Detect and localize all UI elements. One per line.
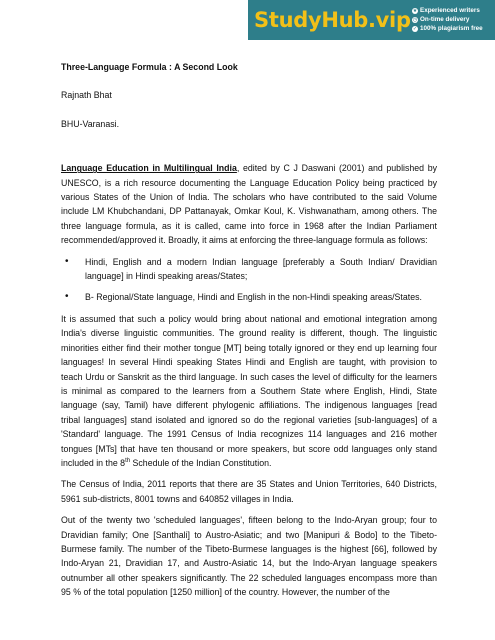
perk-label: 100% plagiarism free — [420, 25, 483, 32]
paragraph-languages: Out of the twenty two 'scheduled languages', fifteen belong to the Indo-Aryan group; four to Dravidian family; One [Santhali] to Austro-Asiatic; and two [Manipuri & Bodo] to the Tibeto-Burmese family. The number of the Tibeto-Burmese languages is the highest [66], followed by Indo-Aryan 21, Dravidian 17, and Austro-Asiatic 14, but the Indo-Aryan language speakers outnumber all other speakers significantly. The 22 scheduled languages encompass more than 95 % of the total population [1250 million] of the country. However, the number of the — [61, 515, 437, 598]
author-affiliation: BHU-Varanasi. — [61, 118, 120, 129]
list-item: • Hindi, English and a modern Indian language [preferably a South Indian/ Dravidian language] in Hindi speaking areas/States; — [61, 255, 437, 284]
perk-item — [412, 25, 483, 33]
studyhub-logo: StudyHub.vip — [254, 8, 411, 32]
document-body — [61, 60, 437, 607]
star-icon: ★ — [412, 8, 418, 14]
studyhub-banner[interactable] — [248, 0, 495, 40]
perk-label: Experienced writers — [420, 7, 480, 14]
author-name: Rajnath Bhat — [61, 90, 112, 101]
perks-list — [412, 7, 483, 33]
paragraph-census: The Census of India, 2011 reports that there are 35 States and Union Territories, 640 Districts, 5961 sub-districts, 8001 towns and 640852 villages in India. — [61, 479, 437, 504]
paragraph-policy — [61, 312, 437, 470]
paragraph-policy-text: It is assumed that such a policy would bring about national and emotional integration among India's diverse linguistic communities. The ground reality is different, though. The linguistic minorities either find their mother tongue [MT] being totally ignored or they end up learning four languages! In several Hindi speaking States Hindi and English are taught, with provision to teach Urdu or Sanskrit as the third language. In such cases the level of difficulty for the learners is minimal as compared to the learners from a Southern State where English, Hindi, State language (say, Tamil) have different phylogenic affiliations. The indigenous languages [read tribal languages] stand isolated and ignored so do the regional varieties [sub-languages] of a 'Standard' language. The 1991 Census of India recognizes 114 languages and 216 mother tongues [MTs] that have ten thousand or more speakers, but score odd languages only stand included in the 8 — [61, 313, 437, 468]
clock-icon: ◷ — [412, 17, 418, 23]
perk-label: On-time delivery — [420, 16, 470, 23]
list-item: • B- Regional/State language, Hindi and English in the non-Hindi speaking areas/States. — [61, 290, 437, 304]
ordinal-suffix: th — [125, 458, 131, 465]
check-icon: ✓ — [412, 26, 418, 32]
perk-item — [412, 7, 483, 15]
perk-item — [412, 16, 483, 24]
paragraph-intro — [61, 161, 437, 247]
formula-list — [61, 255, 437, 305]
book-title: Language Education in Multilingual India — [61, 163, 237, 174]
paragraph-policy-end: Schedule of the Indian Constitution. — [130, 457, 272, 468]
document-title: Three-Language Formula : A Second Look — [61, 62, 238, 72]
paragraph-intro-text: , edited by C J Daswani (2001) and published by UNESCO, is a rich resource documenting the Language Education Policy being practiced by various States of the Union of India. The scholars who have contributed to the said Volume include LM Khubchandani, DP Pattanayak, Omkar Koul, K. Vishwanatham, among others. The three language formula, as it is called, came into force in 1968 after the Indian Parliament recommended/approved it. Broadly, it aims at enforcing the three-language formula as follows: — [61, 163, 437, 246]
